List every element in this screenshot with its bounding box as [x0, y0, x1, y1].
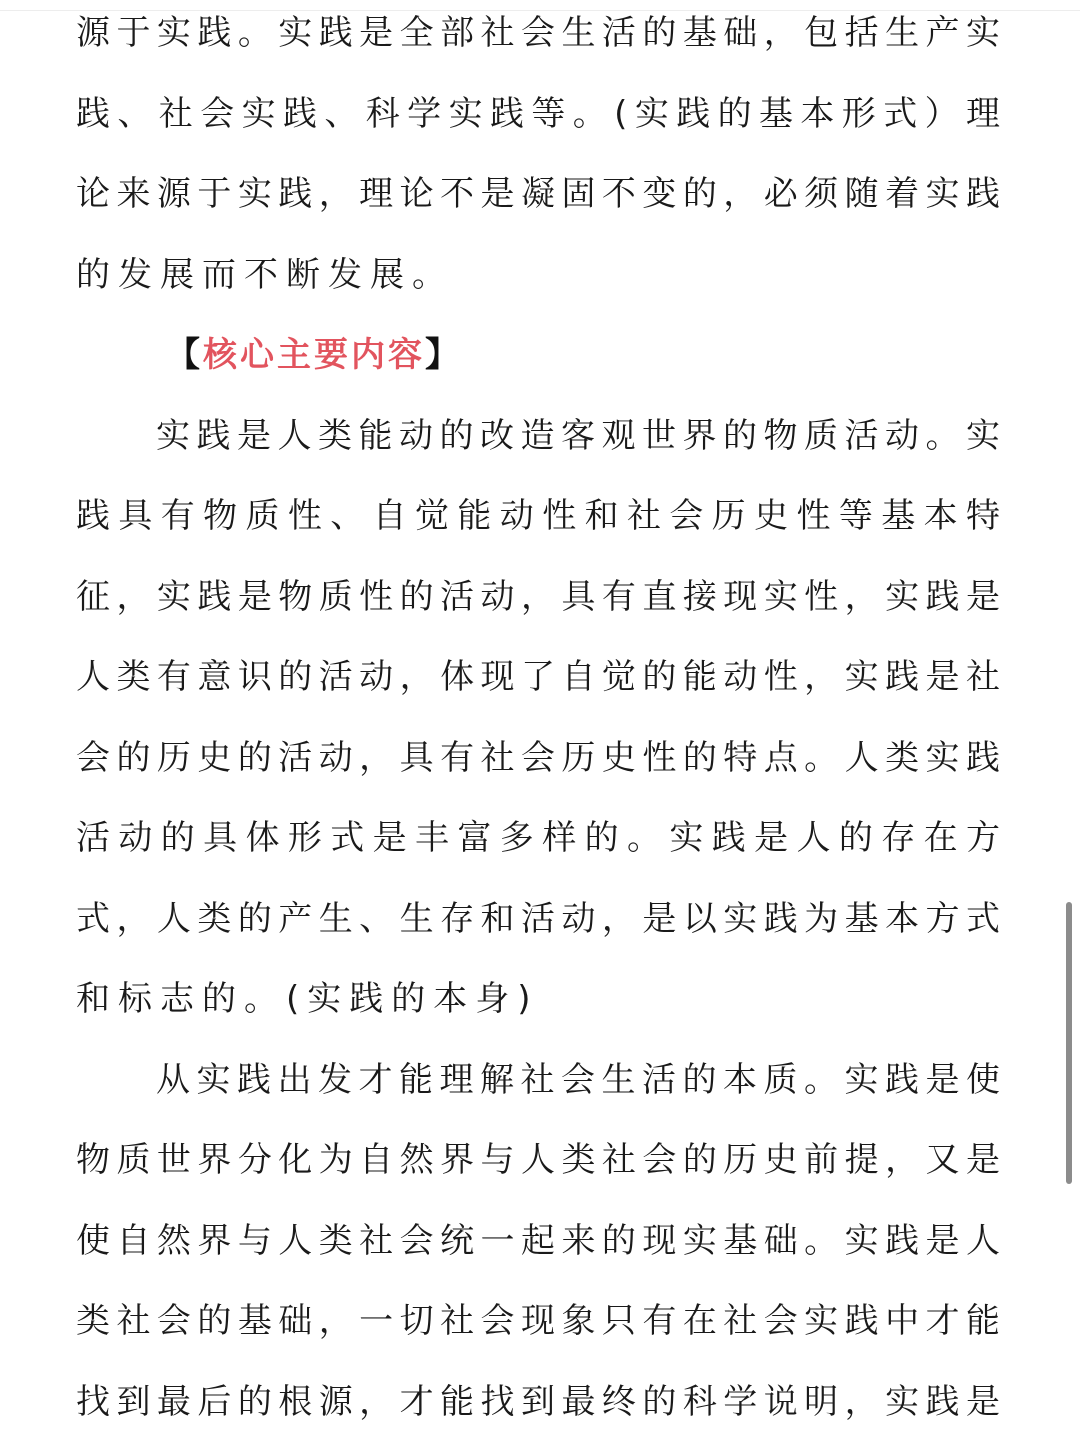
paragraph-practice-definition	[76, 396, 1000, 1040]
paragraph-social-life	[76, 1040, 1000, 1442]
heading-text: 核心主要内容	[203, 335, 425, 375]
heading-close-bracket: 】	[425, 335, 462, 375]
vertical-scrollbar[interactable]	[1066, 902, 1072, 1184]
section-heading	[76, 315, 1000, 396]
text-line: 人类有意识的活动，体现了自觉的能动性，实践是社	[76, 637, 1000, 718]
text-line: 类社会的基础，一切社会现象只有在社会实践中才能	[76, 1281, 1000, 1362]
text-line: 论来源于实践，理论不是凝固不变的，必须随着实践	[76, 154, 1000, 235]
text-line: 践、社会实践、科学实践等。(实践的基本形式）理	[76, 74, 1000, 155]
text-line: 的发展而不断发展。	[76, 235, 1000, 316]
text-line: 源于实践。实践是全部社会生活的基础，包括生产实	[76, 0, 1000, 74]
text-line: 践具有物质性、自觉能动性和社会历史性等基本特	[76, 476, 1000, 557]
paragraph-practice-source	[76, 0, 1000, 315]
text-line: 式，人类的产生、生存和活动，是以实践为基本方式	[76, 879, 1000, 960]
text-line: 物质世界分化为自然界与人类社会的历史前提，又是	[76, 1120, 1000, 1201]
text-line: 使自然界与人类社会统一起来的现实基础。实践是人	[76, 1201, 1000, 1282]
document-page	[76, 0, 1000, 1442]
text-line: 从实践出发才能理解社会生活的本质。实践是使	[76, 1040, 1000, 1121]
text-line: 会的历史的活动，具有社会历史性的特点。人类实践	[76, 718, 1000, 799]
text-line: 活动的具体形式是丰富多样的。实践是人的存在方	[76, 798, 1000, 879]
heading-open-bracket: 【	[166, 335, 203, 375]
text-line: 实践是人类能动的改造客观世界的物质活动。实	[76, 396, 1000, 477]
text-line: 征，实践是物质性的活动，具有直接现实性，实践是	[76, 557, 1000, 638]
text-line: 和标志的。(实践的本身)	[76, 959, 1000, 1040]
text-line: 找到最后的根源，才能找到最终的科学说明，实践是	[76, 1362, 1000, 1442]
